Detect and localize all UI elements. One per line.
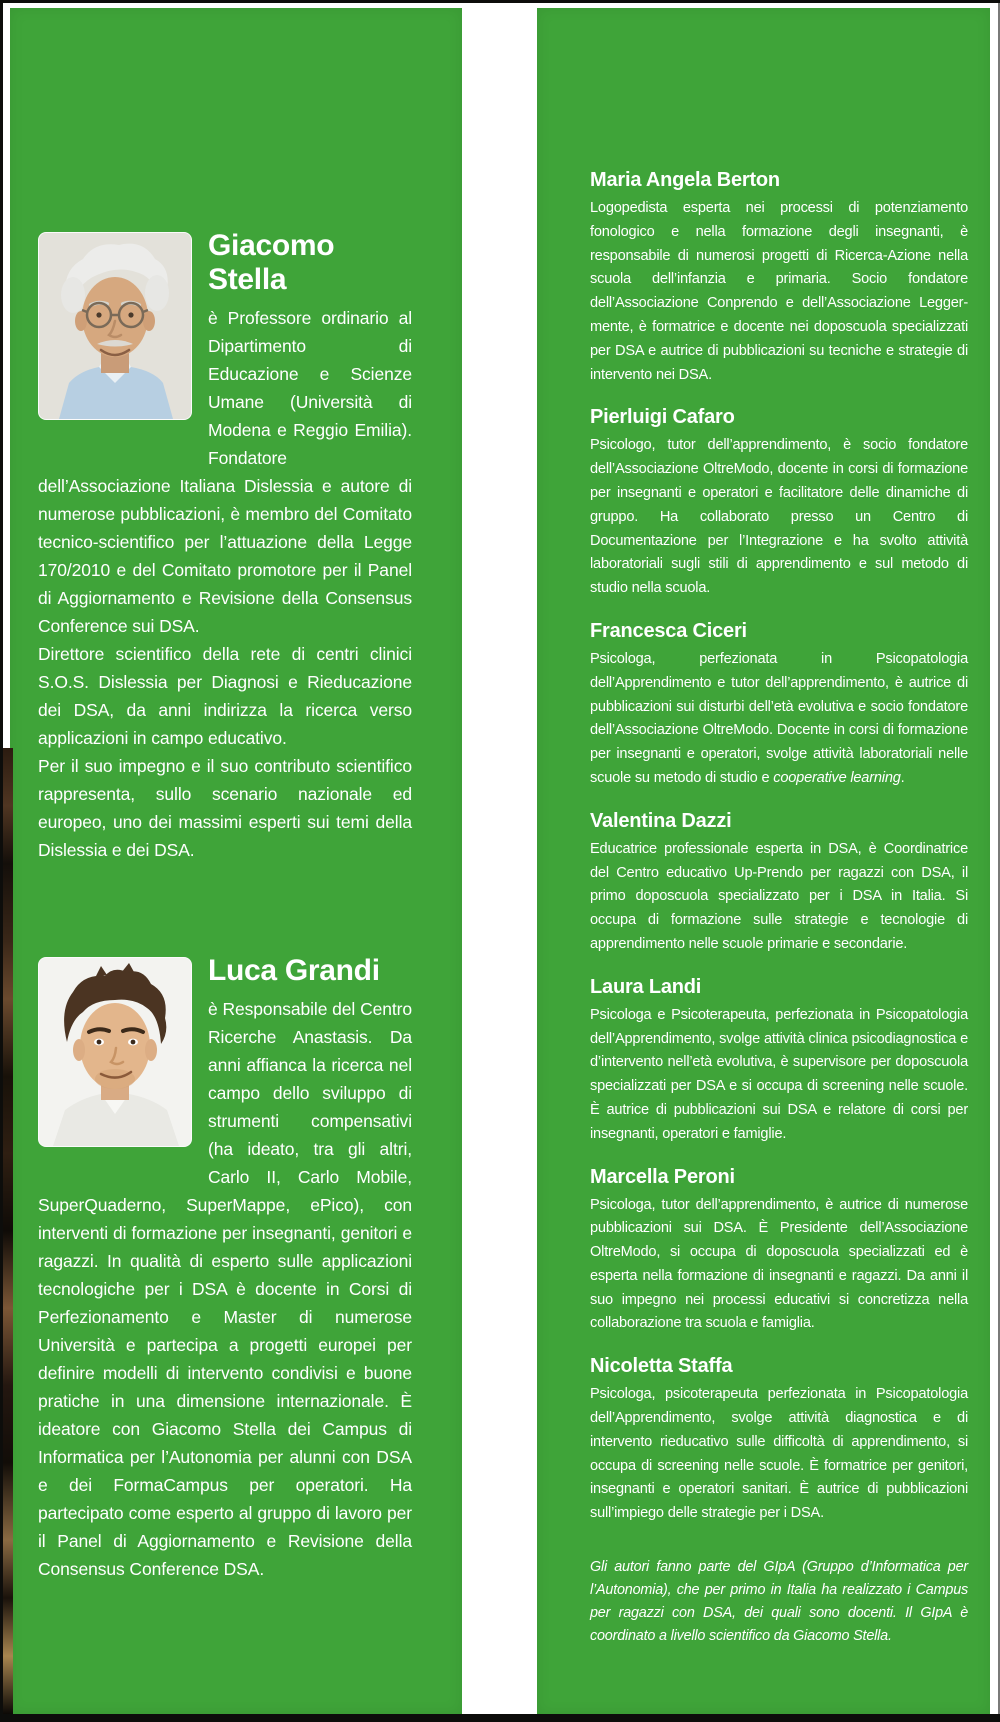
author-name-heading: Laura Landi <box>590 975 702 998</box>
scan-border-top <box>0 0 1000 3</box>
author-name-heading: Pierluigi Cafaro <box>590 406 735 429</box>
author-name-heading: Marcella Peroni <box>590 1165 735 1188</box>
author-name-heading: Francesca Ciceri <box>590 619 747 642</box>
author-bio-paragraph: Direttore scientifico della rete di centri clinici S.O.S. Dislessia per Diagnosi e Rieducazione dei DSA, da anni indirizza la ricerca verso applicazioni in campo educativo. <box>38 644 412 748</box>
author-bio-paragraph: Per il suo impegno e il suo contributo scientifico rappresenta, sullo scenario nazionale ed europeo, uno dei massimi esperti sui temi della Dislessia e dei DSA. <box>38 756 412 860</box>
author-section-laura-landi <box>590 975 968 1147</box>
author-bio-paragraph <box>590 648 968 791</box>
author-name-heading: Giacomo Stella <box>208 229 335 296</box>
left-flap-panel <box>10 8 462 1714</box>
luca-grandi-portrait-photo <box>38 957 192 1147</box>
author-section-giacomo-stella <box>38 229 412 864</box>
man-portrait-illustration <box>39 958 191 1146</box>
bio-italic-term: cooperative learning <box>773 769 901 786</box>
author-section-valentina-dazzi <box>590 809 968 957</box>
author-section-francesca-ciceri <box>590 619 968 791</box>
author-name-heading: Maria Angela Berton <box>590 169 780 191</box>
bio-text: Psicologa, perfezionata in Psicopatologia dell’Apprendimento e tutor dell’apprendimento, è autrice di pubblicazioni sui disturbi dell’età evolutiva e socio fondatore dell’Associazione OltreModo. Docente in corsi di formazione per insegnanti e operatori, svolge attività laboratoriali nelle scuole su metodo di studio e <box>590 650 968 786</box>
scan-border-left <box>0 0 3 1722</box>
author-section-maria-angela-berton <box>590 168 968 387</box>
right-flap-panel <box>537 8 990 1714</box>
author-bio-paragraph: è Professore ordinario al Dipartimento di Educazione e Scienze Umane (Università di Modena e Reggio Emilia). Fondatore dell’Associazione Italiana Dislessia e autore di numerose pubblicazioni, è membro del Comitato tecnico-scientifico per l’attuazione della Legge 170/2010 e del Comitato promotore per il Panel di Aggiornamento e Revisione della Consensus Conference sui DSA. <box>38 308 412 636</box>
author-bio-paragraph: Psicologa, tutor dell’apprendimento, è autrice di numerose pubblicazioni sui DSA. È Presidente dell’Associazione OltreModo, si occupa di doposcuola specializzati ed è esperta nella formazione di insegnanti e ragazzi. Da anni il suo impegno nei processi educativi si concretizza nella collaborazione tra scuola e famiglia. <box>590 1196 968 1332</box>
elderly-man-portrait-illustration <box>39 233 191 419</box>
author-name-heading: Valentina Dazzi <box>590 809 732 832</box>
author-section-luca-grandi <box>38 954 412 1583</box>
gipa-footnote-text: Gli autori fanno parte del GIpA (Gruppo d’Informatica per l’Autonomia), che per primo in Italia ha realizzato i Campus per ragazzi con DSA, dei quali sono docenti. Il GIpA è coordinato a livello scientifico da Giacomo Stella. <box>590 1559 968 1645</box>
author-name-heading: Nicoletta Staffa <box>590 1355 733 1378</box>
author-bio-paragraph: Educatrice professionale esperta in DSA, è Coordinatrice del Centro educativo Up-Prendo per ragazzi con DSA, il primo doposcuola specializzato per i DSA in Italia. Si occupa di formazione sulle strategie e tecnologie di apprendimento nelle scuole primarie e secondarie. <box>590 840 968 952</box>
author-section-nicoletta-staffa <box>590 1354 968 1526</box>
author-bio-paragraph: Logopedista esperta nei processi di potenziamento fonologico e nella formazione degli insegnanti, è responsabile di numerosi progetti di Ricerca-Azione nella scuola dell’infanzia e primaria. Socio fondatore dell’Associazione Conprendo e dell’Associazione Legger-mente, è formatrice e docente nei doposcuola specializzati per DSA e autrice di pubblicazioni su tecniche e strategie di intervento nei DSA. <box>590 200 968 383</box>
author-section-marcella-peroni <box>590 1165 968 1337</box>
author-section-pierluigi-cafaro <box>590 405 968 601</box>
author-bio-paragraph: Psicologo, tutor dell’apprendimento, è socio fondatore dell’Associazione OltreModo, docente in corsi di formazione per insegnanti e operatori e facilitatore delle dinamiche di gruppo. Ha collaborato presso un Centro di Documentazione per l’Integrazione e ha svolto attività laboratoriali sugli stili di apprendimento e sul metodo di studio nella scuola. <box>590 437 968 597</box>
author-name-heading: Luca Grandi <box>208 954 380 987</box>
scan-border-bottom <box>0 1714 1000 1722</box>
giacomo-stella-portrait-photo <box>38 232 192 420</box>
author-bio-paragraph: Psicologa, psicoterapeuta perfezionata in Psicopatologia dell’Apprendimento, svolge attività diagnostica e di intervento rieducativo sulle difficoltà di apprendimento, si occupa di screening nelle scuole. È formatrice per genitori, insegnanti e operatori sanitari. È autrice di pubblicazioni sull’impiego delle strategie per i DSA. <box>590 1386 968 1522</box>
author-bio-paragraph: è Responsabile del Centro Ricerche Anastasis. Da anni affianca la ricerca nel campo dello sviluppo di strumenti compensativi (ha ideato, tra gli altri, Carlo II, Carlo Mobile, SuperQuaderno, SuperMappe, ePico), con interventi di formazione per insegnanti, genitori e ragazzi. In qualità di esperto sulle applicazioni tecnologiche per i DSA è docente in Corsi di Perfezionamento e Master di numerose Università e partecipa a progetti europei per definire modelli di intervento condivisi e buone pratiche in una dimensione internazionale. È ideatore con Giacomo Stella dei Campus di Informatica per l’Autonomia per alunni con DSA e dei FormaCampus per operatori. Ha partecipato come esperto al gruppo di lavoro per il Panel di Aggiornamento e Revisione della Consensus Conference DSA. <box>38 999 412 1579</box>
bio-text-end: . <box>900 769 905 786</box>
author-bio-paragraph: Psicologa e Psicoterapeuta, perfezionata in Psicopatologia dell’Apprendimento, svolge attività clinica psicodiagnostica e d’intervento nell’età evolutiva, è supervisore per doposcuola specializzati per DSA e si occupa di screening nelle scuole. È autrice di pubblicazioni sui DSA e relatore di corsi per insegnanti, operatori e famiglie. <box>590 1006 968 1142</box>
